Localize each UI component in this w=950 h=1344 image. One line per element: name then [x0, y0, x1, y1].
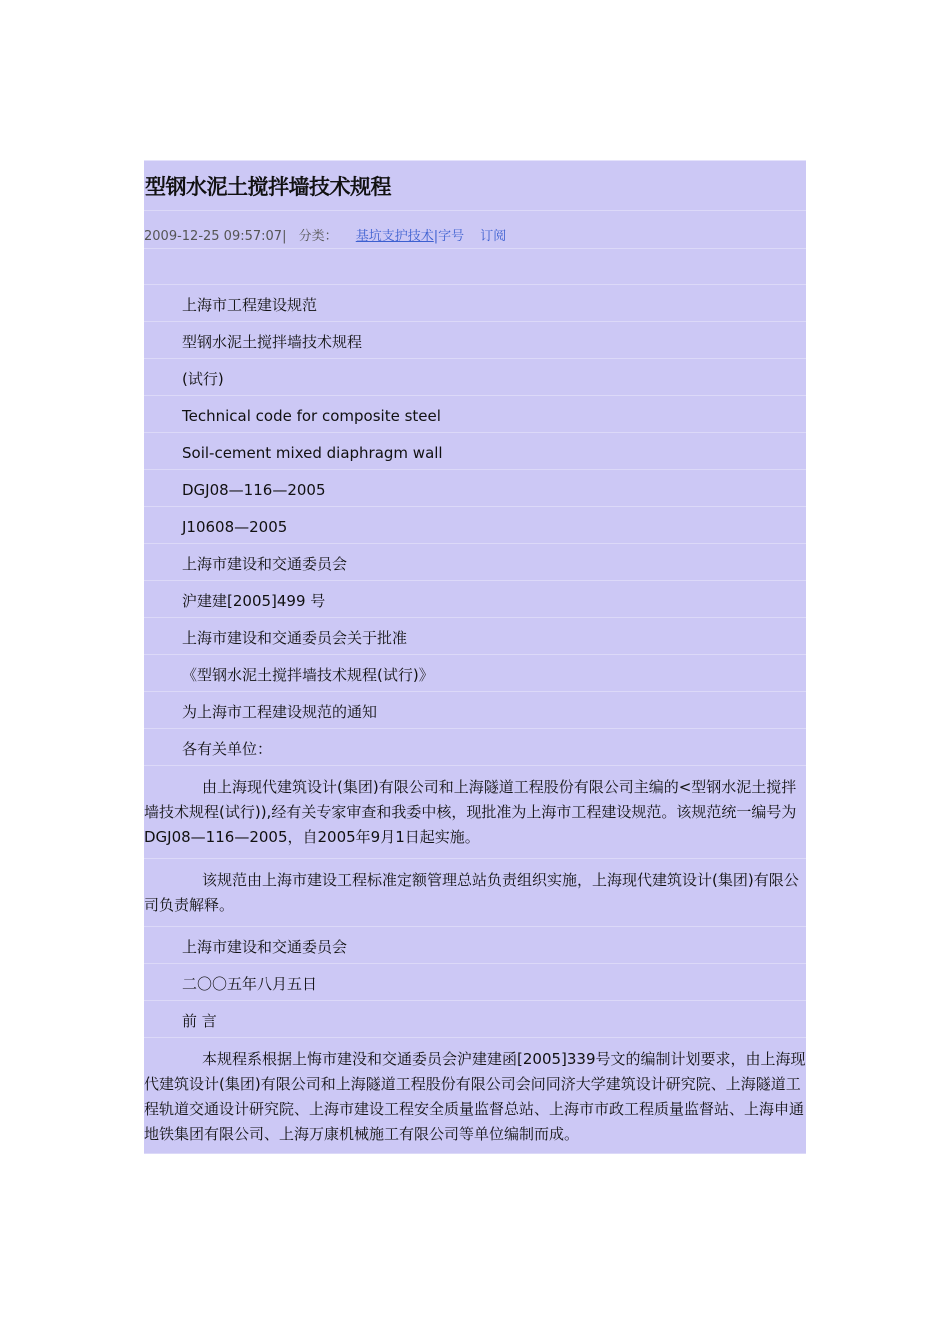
- article-panel: [144, 160, 806, 1154]
- text-line: 各有关单位：: [144, 729, 806, 766]
- subscribe-link[interactable]: 订阅: [480, 229, 507, 244]
- text-line: (试行): [144, 359, 806, 396]
- text-line: DGJ08—116—2005: [144, 470, 806, 507]
- spacer-row: [144, 249, 806, 285]
- article-title: 型钢水泥土搅拌墙技术规程: [145, 175, 391, 199]
- font-size-link[interactable]: |字号: [433, 229, 465, 244]
- text-line: 上海市建设和交通委员会: [144, 927, 806, 964]
- section-heading: 前 言: [144, 1001, 806, 1038]
- category-link[interactable]: 基坑支护技术: [355, 229, 434, 244]
- text-line: Technical code for composite steel: [144, 396, 806, 433]
- paragraph: 由上海现代建筑设计(集团)有限公司和上海隧道工程股份有限公司主编的<型钢水泥土搅拌墙技术规程(试行)),经有关专家审查和我委中核，现批准为上海市工程建设规范。该规范统一编号为DGJ08—116—2005，自2005年9月1日起实施。: [144, 766, 806, 859]
- post-datetime: 2009-12-25 09:57:07|: [144, 229, 287, 244]
- paragraph: 该规范由上海市建设工程标准定额管理总站负责组织实施，上海现代建筑设计(集团)有限公司负责解释。: [144, 859, 806, 927]
- text-line: 《型钢水泥土搅拌墙技术规程(试行)》: [144, 655, 806, 692]
- text-line: Soil-cement mixed diaphragm wall: [144, 433, 806, 470]
- article-meta: [144, 211, 806, 249]
- text-line: 上海市建设和交通委员会关于批准: [144, 618, 806, 655]
- text-line: 型钢水泥土搅拌墙技术规程: [144, 322, 806, 359]
- text-line: J10608—2005: [144, 507, 806, 544]
- text-line: 沪建建[2005]499 号: [144, 581, 806, 618]
- text-line: 上海市工程建设规范: [144, 285, 806, 322]
- text-line: 为上海市工程建设规范的通知: [144, 692, 806, 729]
- text-line: 二〇〇五年八月五日: [144, 964, 806, 1001]
- text-line: 上海市建设和交通委员会: [144, 544, 806, 581]
- title-row: [144, 161, 806, 211]
- category-label: 分类：: [298, 229, 338, 244]
- paragraph: 本规程系根据上悔市建没和交通委员会沪建建函[2005]339号文的编制计划要求，由上海现代建筑设计(集团)有限公司和上海隧道工程股份有限公司会问同济大学建筑设计研究院、上海隧道工程轨道交通设计研究院、上海市建设工程安全质量监督总站、上海市市政工程质量监督站、上海申通地铁集团有限公司、上海万康机械施工有限公司等单位编制而成。: [144, 1038, 806, 1154]
